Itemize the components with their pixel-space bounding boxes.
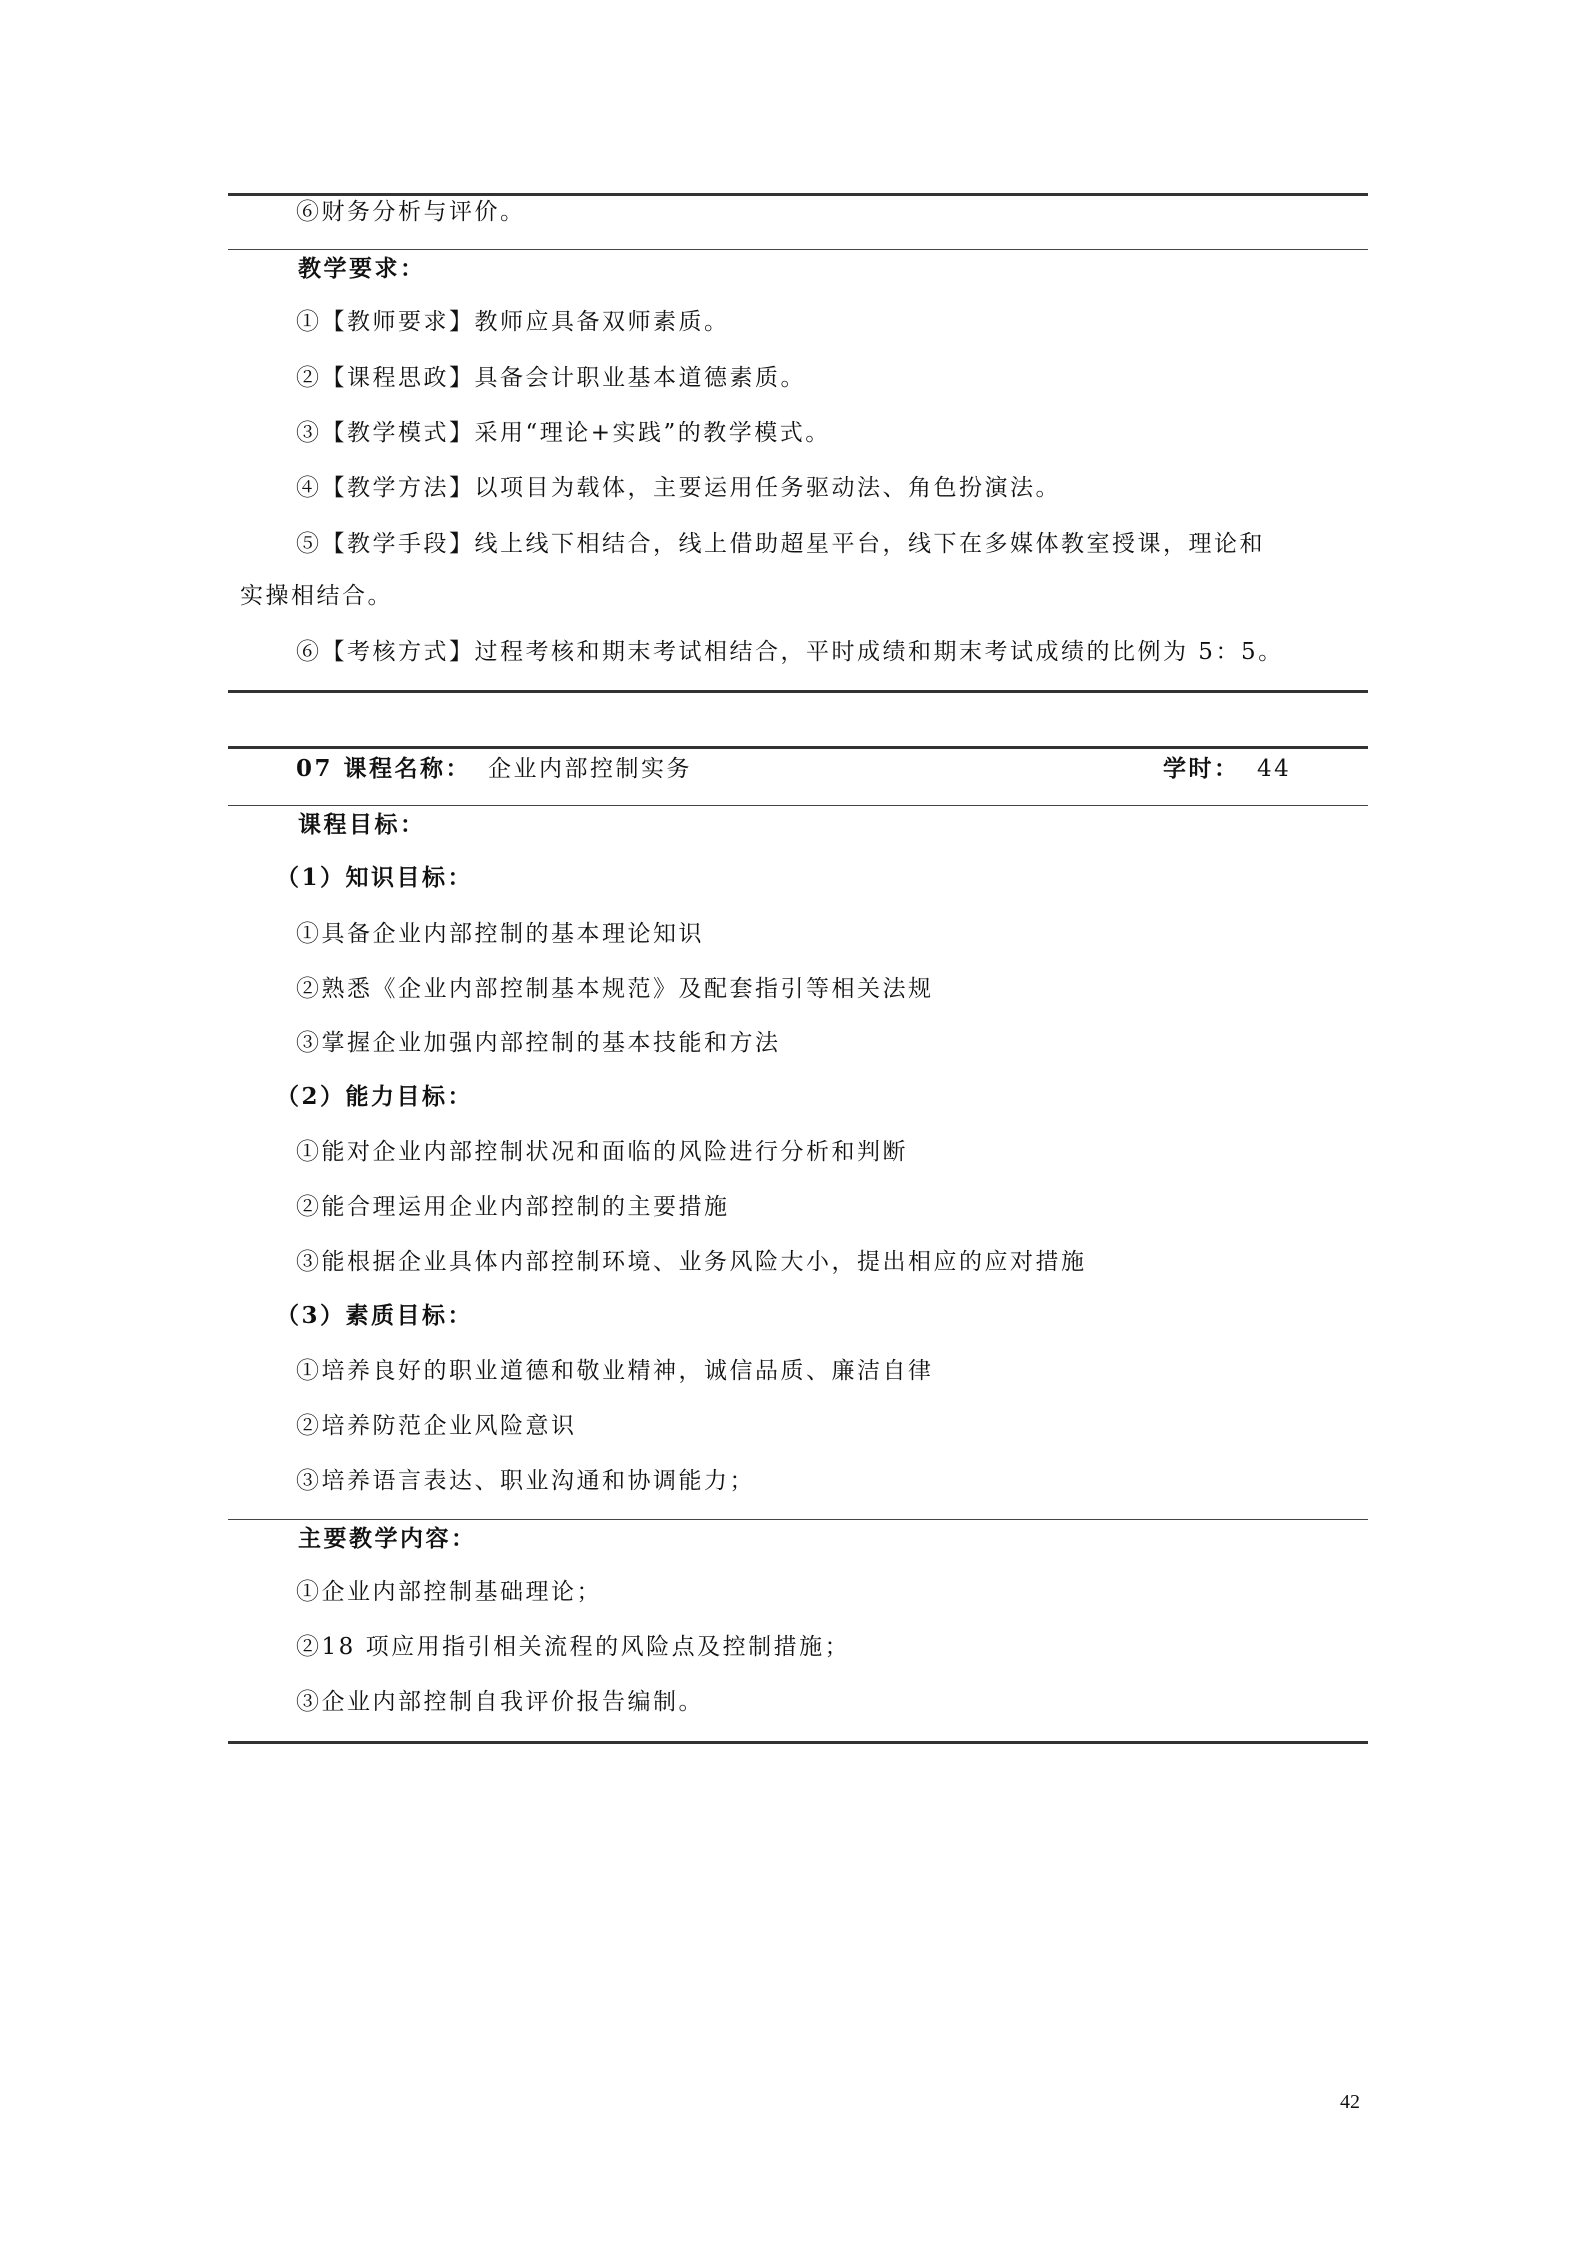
- requirements-heading: 教学要求：: [298, 255, 426, 282]
- course-table-top-border: [228, 746, 1368, 749]
- content-item: ①企业内部控制基础理论；: [296, 1579, 602, 1605]
- content-item: ③企业内部控制自我评价报告编制。: [296, 1689, 704, 1715]
- page-number: 42: [1340, 2091, 1360, 2113]
- quality-item: ①培养良好的职业道德和敬业精神，诚信品质、廉洁自律: [296, 1358, 934, 1384]
- quality-item: ②培养防范企业风险意识: [296, 1413, 577, 1439]
- requirement-item: ①【教师要求】教师应具备双师素质。: [296, 309, 730, 335]
- requirement-item: ⑥【考核方式】过程考核和期末考试相结合，平时成绩和期末考试成绩的比例为 5：5。: [296, 639, 1284, 665]
- content-item: ②18 项应用指引相关流程的风险点及控制措施；: [296, 1634, 851, 1660]
- ability-item: ①能对企业内部控制状况和面临的风险进行分析和判断: [296, 1139, 908, 1165]
- course-name-value: 企业内部控制实务: [488, 756, 692, 782]
- requirement-item: ③【教学模式】采用“理论+实践”的教学模式。: [296, 420, 831, 446]
- content-heading: 主要教学内容：: [298, 1525, 477, 1552]
- row-divider: [228, 805, 1368, 806]
- course-hours-value: 44: [1257, 756, 1292, 782]
- knowledge-item: ①具备企业内部控制的基本理论知识: [296, 921, 704, 947]
- requirement-item: ②【课程思政】具备会计职业基本道德素质。: [296, 365, 806, 391]
- requirement-item-cont: 实操相结合。: [240, 583, 393, 609]
- content-item: ⑥财务分析与评价。: [296, 199, 526, 225]
- row-divider: [228, 1519, 1368, 1520]
- ability-item: ②能合理运用企业内部控制的主要措施: [296, 1194, 730, 1220]
- knowledge-heading: （1）知识目标：: [276, 864, 474, 891]
- knowledge-item: ③掌握企业加强内部控制的基本技能和方法: [296, 1030, 781, 1056]
- quality-heading: （3）素质目标：: [276, 1302, 474, 1329]
- course-hours-label: 学时：: [1163, 755, 1240, 782]
- ability-heading: （2）能力目标：: [276, 1083, 474, 1110]
- table-bottom-border: [228, 690, 1368, 693]
- ability-item: ③能根据企业具体内部控制环境、业务风险大小，提出相应的应对措施: [296, 1249, 1087, 1275]
- quality-item: ③培养语言表达、职业沟通和协调能力；: [296, 1468, 755, 1494]
- requirement-item: ⑤【教学手段】线上线下相结合，线上借助超星平台，线下在多媒体教室授课，理论和: [296, 531, 1265, 557]
- knowledge-item: ②熟悉《企业内部控制基本规范》及配套指引等相关法规: [296, 976, 934, 1002]
- requirement-item: ④【教学方法】以项目为载体，主要运用任务驱动法、角色扮演法。: [296, 475, 1061, 501]
- row-divider: [228, 249, 1368, 250]
- course-name-label: 07 课程名称：: [296, 755, 472, 782]
- goals-heading: 课程目标：: [298, 811, 426, 838]
- course-table-bottom-border: [228, 1741, 1368, 1744]
